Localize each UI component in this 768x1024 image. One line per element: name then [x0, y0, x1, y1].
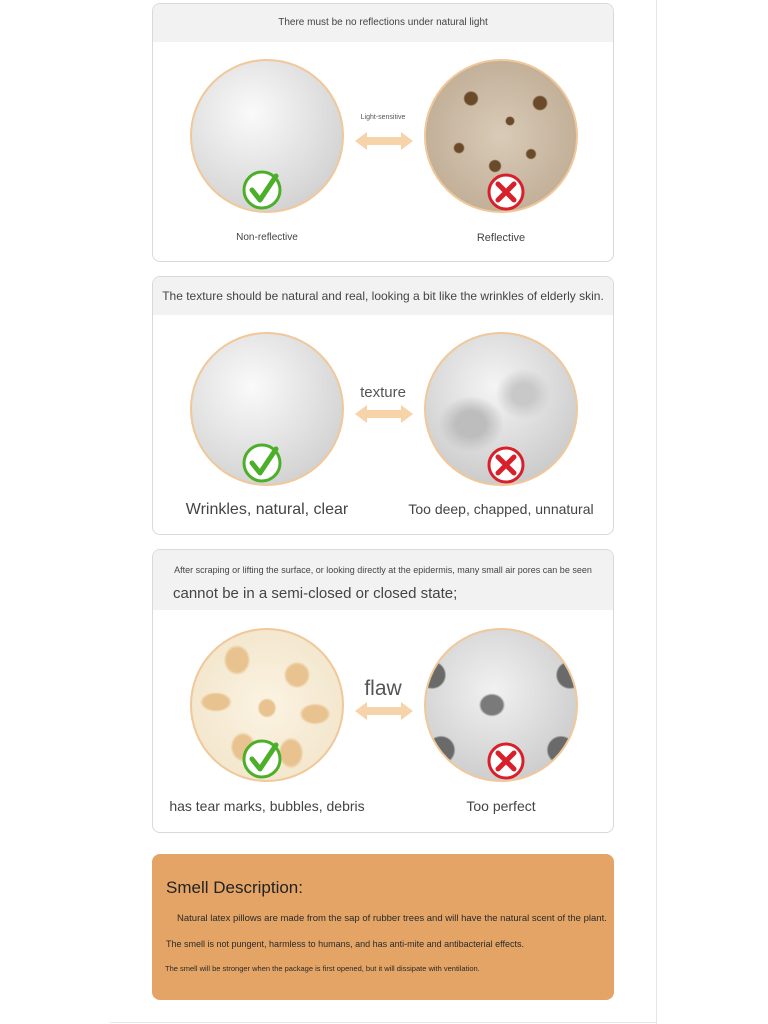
bottom-divider — [110, 1022, 656, 1023]
check-icon — [242, 170, 282, 210]
section-header — [153, 277, 613, 315]
section-header-line1: After scraping or lifting the surface, or looking directly at the epidermis, many small air pores can be seen — [174, 565, 592, 575]
comparison-label: texture — [360, 384, 406, 401]
smell-title: Smell Description: — [166, 878, 303, 897]
comparison-label: Light-sensitive — [360, 114, 406, 121]
section-header-text: There must be no reflections under natural light — [278, 17, 488, 28]
smell-line-1: Natural latex pillows are made from the sap of rubber trees and will have the natural scent of the plant. — [177, 913, 607, 924]
smell-description-panel — [152, 854, 614, 1000]
section-header-text: The texture should be natural and real, looking a bit like the wrinkles of elderly skin. — [162, 289, 604, 303]
good-caption: Wrinkles, natural, clear — [185, 501, 349, 518]
check-icon — [242, 443, 282, 483]
section-texture — [152, 276, 614, 535]
section-header — [153, 550, 613, 610]
smell-line-2: The smell is not pungent, harmless to humans, and has anti-mite and antibacterial effects. — [166, 939, 525, 949]
bad-caption: Reflective — [476, 232, 526, 244]
double-arrow-icon — [355, 702, 413, 720]
smell-line-3: The smell will be stronger when the package is first opened, but it will dissipate with ventilation. — [165, 964, 480, 973]
double-arrow-icon — [355, 405, 413, 423]
good-caption: Non-reflective — [236, 232, 298, 243]
cross-icon — [486, 741, 526, 781]
section-pores — [152, 549, 614, 833]
check-icon — [242, 739, 282, 779]
cross-icon — [486, 172, 526, 212]
good-caption: has tear marks, bubbles, debris — [169, 798, 365, 814]
right-rail-divider — [656, 0, 657, 1024]
double-arrow-icon — [355, 132, 413, 150]
cross-icon — [486, 445, 526, 485]
bad-caption: Too deep, chapped, unnatural — [408, 501, 594, 517]
section-reflection — [152, 3, 614, 262]
comparison-label: flaw — [364, 677, 402, 700]
bad-caption: Too perfect — [466, 798, 536, 814]
section-header-line2: cannot be in a semi-closed or closed state; — [173, 585, 458, 602]
section-header — [153, 4, 613, 42]
